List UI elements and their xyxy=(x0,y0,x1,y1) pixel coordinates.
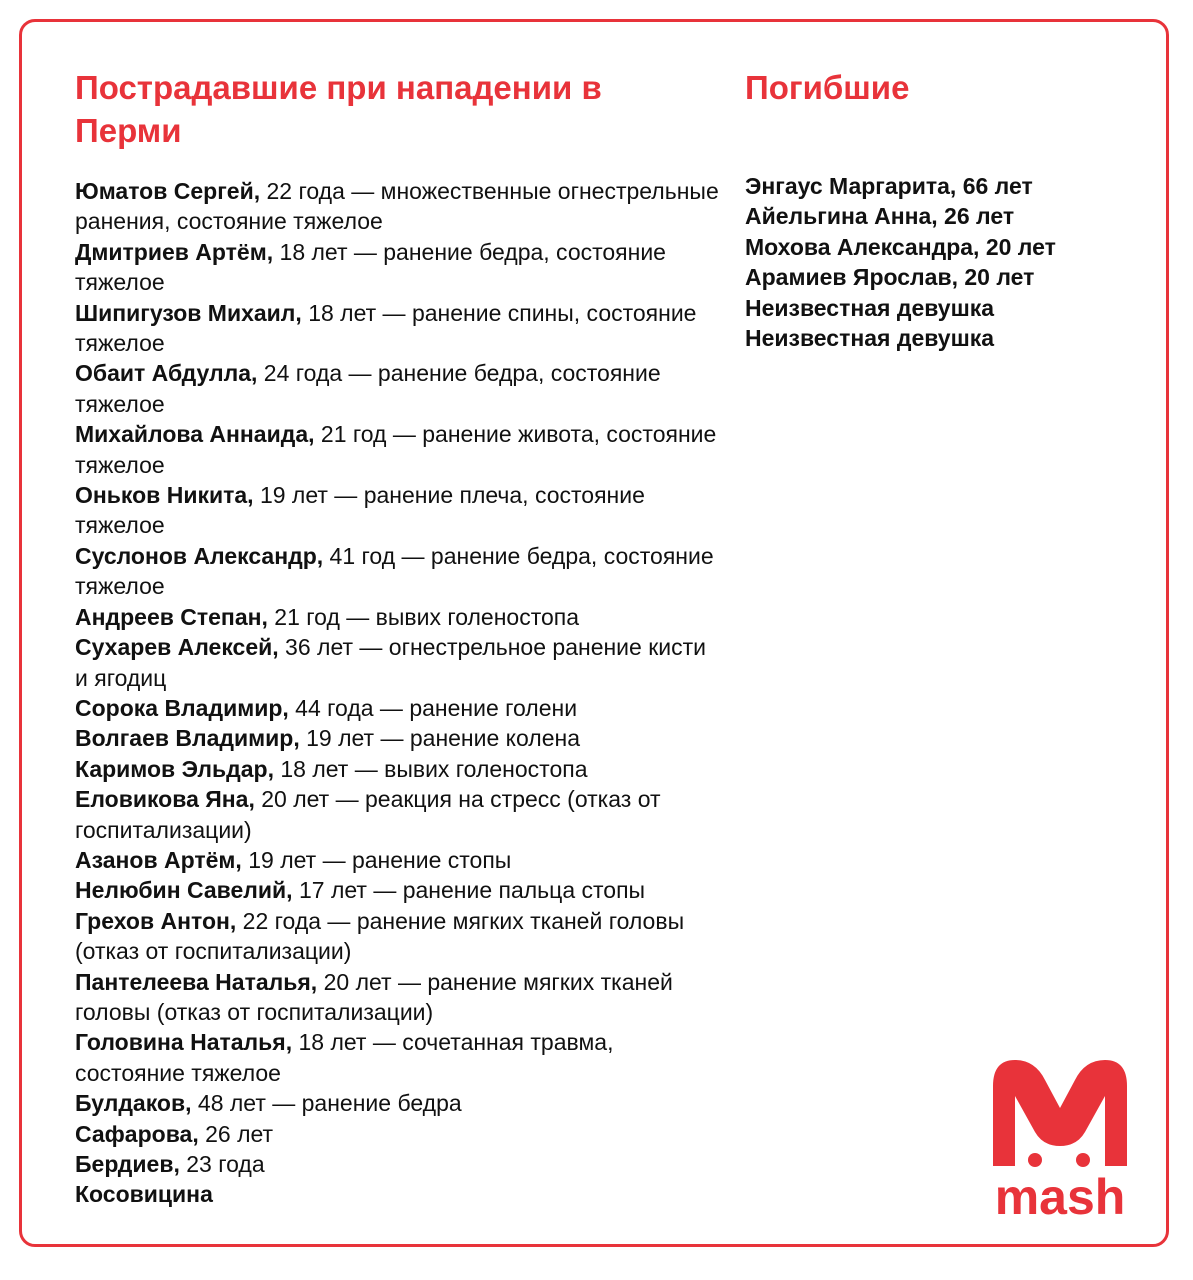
victim-detail: 17 лет — ранение пальца стопы xyxy=(292,877,646,904)
list-item xyxy=(75,693,725,723)
mash-logo-eye-left xyxy=(1028,1153,1042,1167)
victim-name: Михайлова Аннаида, xyxy=(75,421,315,448)
list-item xyxy=(75,602,725,632)
list-item xyxy=(75,237,725,298)
victim-detail: 18 лет — ранение спины, состояние тяжелое xyxy=(75,299,697,357)
victim-name: Сорока Владимир, xyxy=(75,694,289,721)
victim-name: Каримов Эльдар, xyxy=(75,755,274,782)
victim-name: Сухарев Алексей, xyxy=(75,634,279,661)
list-item: Мохова Александра, 20 лет xyxy=(745,233,1056,260)
list-item xyxy=(75,358,725,419)
list-item: Неизвестная девушка xyxy=(745,325,995,352)
victim-detail: 26 лет xyxy=(198,1120,274,1147)
victim-name: Волгаев Владимир, xyxy=(75,725,300,752)
victim-name: Юматов Сергей, xyxy=(75,178,261,204)
list-item xyxy=(75,541,725,602)
list-item: Айельгина Анна, 26 лет xyxy=(745,203,1015,230)
victim-name: Сафарова, xyxy=(75,1120,199,1147)
list-item xyxy=(75,784,725,845)
mash-logo-m-shape xyxy=(993,1060,1127,1166)
list-item xyxy=(75,480,725,541)
dead-title: Погибшие xyxy=(745,69,910,106)
list-item xyxy=(75,723,725,753)
victim-detail: 19 лет — ранение стопы xyxy=(241,846,512,873)
victim-name: Головина Наталья, xyxy=(75,1029,293,1056)
victim-detail: 36 лет — огнестрельное ранение кисти и ягодиц xyxy=(75,634,707,691)
victim-name: Обаит Абдулла, xyxy=(75,360,258,387)
mash-logo-text: mash xyxy=(994,1169,1126,1221)
list-item xyxy=(75,419,725,480)
victim-name: Бердиев, xyxy=(75,1151,180,1177)
list-item xyxy=(75,632,725,693)
victim-name: Пантелеева Наталья, xyxy=(75,968,318,995)
victim-detail: 22 года — ранение мягких тканей головы (отказ от госпитализации) xyxy=(75,907,685,965)
list-item xyxy=(75,1027,725,1088)
victim-detail: 21 год — вывих голеностопа xyxy=(267,603,580,630)
victim-detail: 44 года — ранение голени xyxy=(288,694,578,721)
victim-detail: 18 лет — вывих голеностопа xyxy=(273,755,588,782)
injured-list xyxy=(75,176,725,1210)
victim-detail: 41 год — ранение бедра, состояние тяжелое xyxy=(75,542,714,600)
victim-detail: 22 года — множественные огнестрельные ранения, состояние тяжелое xyxy=(75,178,719,235)
injured-title: Пострадавшие при нападении в Перми xyxy=(75,69,602,149)
list-item xyxy=(75,1088,725,1118)
victim-detail: 19 лет — ранение плеча, состояние тяжелое xyxy=(75,482,645,539)
list-item xyxy=(75,298,725,359)
victim-detail: 18 лет — ранение бедра, состояние тяжелое xyxy=(75,238,666,296)
victim-name: Азанов Артём, xyxy=(75,846,242,873)
victim-detail: 20 лет — реакция на стресс (отказ от госпитализации) xyxy=(75,786,661,843)
victim-detail: 19 лет — ранение колена xyxy=(299,725,580,752)
list-item xyxy=(75,967,725,1028)
victim-name: Шипигузов Михаил, xyxy=(75,299,302,326)
dead-list xyxy=(745,171,1056,353)
victim-name: Оньков Никита, xyxy=(75,482,254,509)
list-item xyxy=(75,176,725,237)
victim-name: Грехов Антон, xyxy=(75,907,237,934)
list-item: Неизвестная девушка xyxy=(745,294,995,321)
mash-logo-eye-right xyxy=(1076,1153,1090,1167)
victim-detail: 23 года xyxy=(179,1151,265,1177)
victim-name: Дмитриев Артём, xyxy=(75,238,274,265)
list-item xyxy=(75,875,725,905)
victim-detail: 24 года — ранение бедра, состояние тяжелое xyxy=(75,360,661,417)
mash-logo xyxy=(985,1056,1135,1221)
victim-detail: 18 лет — сочетанная травма, состояние тяжелое xyxy=(75,1029,614,1086)
victim-name: Нелюбин Савелий, xyxy=(75,877,293,904)
victim-name: Еловикова Яна, xyxy=(75,786,255,813)
list-item xyxy=(75,1179,725,1209)
list-item xyxy=(75,845,725,875)
list-item xyxy=(75,906,725,967)
list-item: Арамиев Ярослав, 20 лет xyxy=(745,264,1035,291)
victim-name: Булдаков, xyxy=(75,1090,192,1117)
list-item xyxy=(75,1149,725,1179)
victim-detail: 20 лет — ранение мягких тканей головы (отказ от госпитализации) xyxy=(75,968,673,1025)
list-item: Энгаус Маргарита, 66 лет xyxy=(745,173,1033,199)
victim-name: Суслонов Александр, xyxy=(75,542,324,569)
victim-name: Косовицина xyxy=(75,1181,213,1208)
victim-name: Андреев Степан, xyxy=(75,603,268,630)
list-item xyxy=(75,754,725,784)
list-item xyxy=(75,1119,725,1149)
victim-detail: 48 лет — ранение бедра xyxy=(191,1090,462,1117)
victim-detail: 21 год — ранение живота, состояние тяжелое xyxy=(75,421,717,478)
